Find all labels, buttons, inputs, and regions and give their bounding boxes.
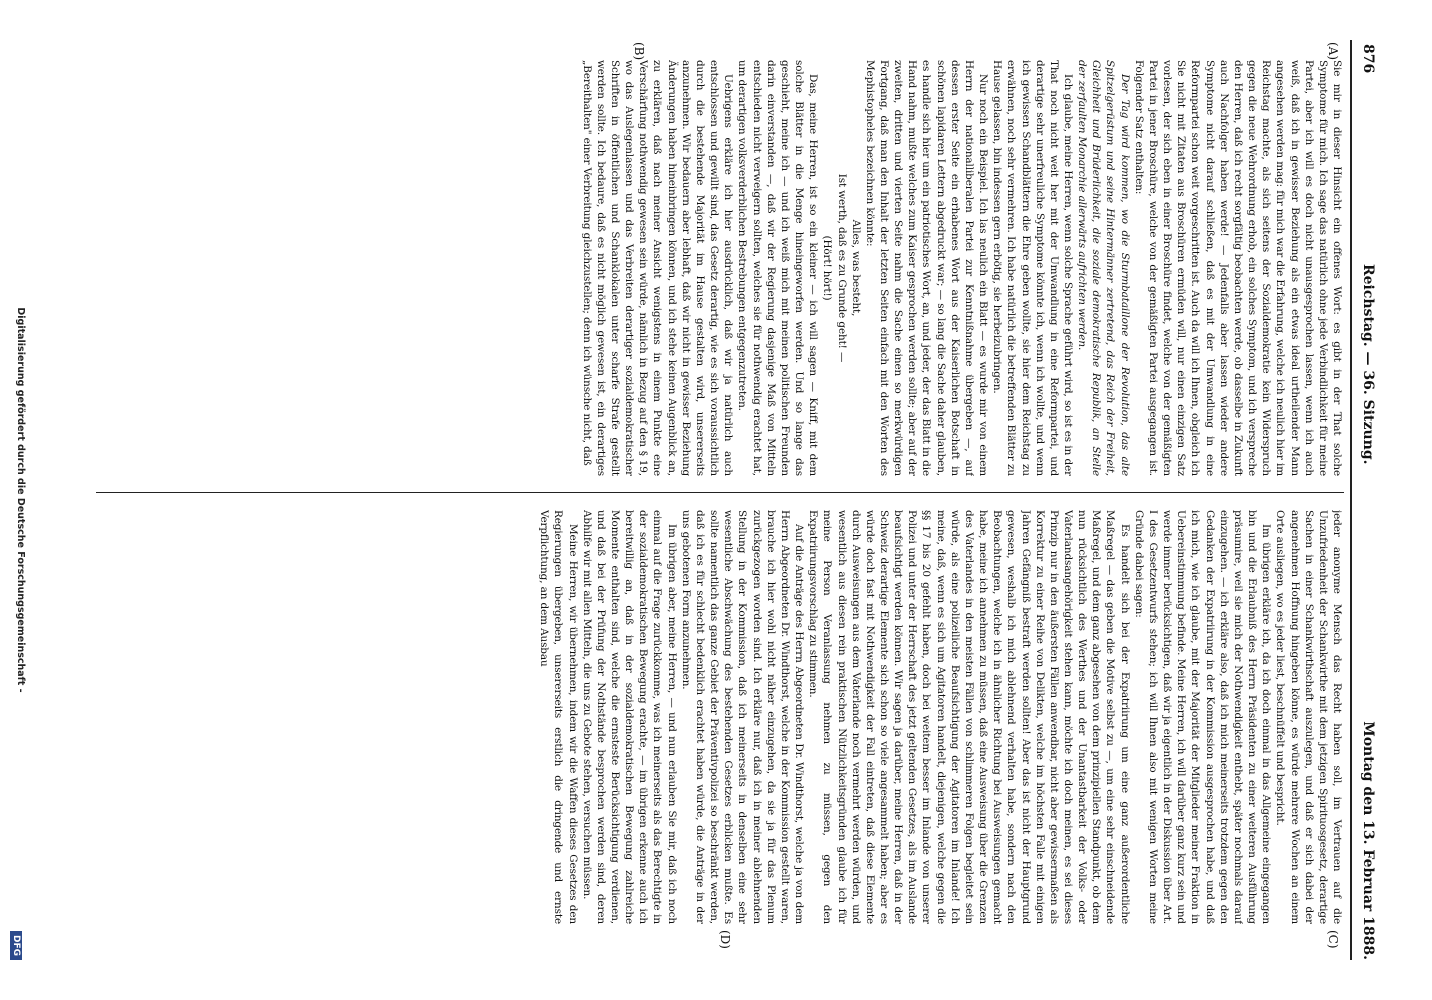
margin-mark-c: (C) bbox=[1326, 930, 1340, 949]
page-number: 876 bbox=[1360, 44, 1376, 74]
interjection: (Hört! hört!) bbox=[821, 235, 834, 301]
column-divider bbox=[96, 492, 1344, 493]
margin-mark-a: (A) bbox=[1326, 42, 1340, 61]
verse-line: Ist werth, daß es zu Grunde geht! — bbox=[835, 173, 848, 363]
paragraph: Uebrigens erkläre ich hier ausdrücklich, daß wir ja natürlich auch entschlossen und gewillt sind, das Gesetz derartig, wie es sich voraussichtlich durch die bestehende Majorität im Hause gestalten wird, unsererseits anzunehmen. Wir bedauern aber lebhaft, daß wir nicht in gewisser Beziehung Änderungen haben hineinbringen können, und ich stehe keinen Augenblick an, zu erklären, daß nach meiner Ansicht wenigstens in einem Punkte eine Verschärfung nothwendig gewesen sein würde, nämlich in Bezug auf den § 19, wo das Auslegenlassen und das Verbreiten derartiger sozialdemokratischer Schriften in öffentlichen und Schanklokalen unter scharfe Strafe gestellt werden sollte. Ich bedaure, daß es nicht möglich gewesen ist, ein derartiges „Bereithalten" einer Verbreitung gleichzustellen; denn ich wünsche nicht, daß bbox=[580, 60, 735, 476]
margin-mark-d: (D) bbox=[718, 930, 732, 949]
paragraph: Auf die Anträge des Herrn Abgeordneten Dr. Windthorst, welche ja von dem Herrn Abgeordneten Dr. Windthorst, welche in der Kommission gestellt waren, brauche ich hier wohl nicht näher einzugehen, da sie ja für das Plenum zurückgezogen worden sind. Ich erkläre nur, daß ich in meiner ablehnenden Stellung in der Kommission, daß ich meinerseits in denselben eine sehr wesentliche Abschwächung des bestehenden Gesetzes erblicken mußte. Es sollte namentlich das ganze Gebiet der Präventivpolizei so beschränkt werden, daß ich es für schlecht bedenklich erachtet haben würde, die Anträge in der uns gebotenen Form anzunehmen. bbox=[679, 510, 806, 924]
header-rule bbox=[1350, 40, 1352, 960]
paragraph: Nur noch ein Beispiel. Ich las neulich ein Blatt — es wurde mir von einem Herrn der nationalliberalen Partei zur Kenntnißnahme übergeben —, auf dessen erster Seite ein erhabenes Wort aus der Kaiserlichen Botschaft in schönen lapidaren Lettern abgedruckt war; — so lang die Sache daher glauben, es handle sich hier um ein patriotisches Wort, an, und jeder, der das Blatt in die Hand nahm, mußte welches zum Kaiser gesprochen werden sollte; aber auf der zweiten, dritten und vierten Seite nahm die Sache einen so merkwürdigen Fortgang, daß man den Inhalt der letzten Seiten einfach mit den Worten des Mephistopheles bezeichnen könnte: bbox=[863, 60, 990, 476]
quotation: Der Tag wird kommen, wo die Sturmbataillone der Revolution, das alte Spitzelgerüstum und seine Hintermänner zertretend, das Reich der Freiheit, Gleichheit und Brüderlichkeit, die soziale demokratische Republik, an Stelle der zerfaulten Monarchie allerwärts aufrichten werden. bbox=[1076, 60, 1131, 476]
paragraph: Ich glaube, meine Herren, wenn solche Sprache geführt wird, so ist es in der That noch nicht weit her mit der Umwandlung in eine Reformpartei, und derartige sehr unerfreuliche Symptome könnte ich, wenn ich wollte, und wenn ich gewissen Schandblättern die Ehre geben wollte, sie hier dem Reichstag zu erwähnen, noch sehr vermehren. Ich habe natürlich die betreffenden Blätter zu Hause gelassen, bin indessen gern erbötig, sie herbeizubringen. bbox=[991, 60, 1075, 476]
digitization-note: Digitalisierung gefördert durch die Deutsche Forschungsgemeinschaft - bbox=[15, 307, 26, 693]
left-text-column bbox=[96, 60, 1344, 476]
page-header bbox=[1352, 44, 1376, 960]
paragraph: Im übrigen erkläre ich, da ich doch einmal in das Allgemeine eingegangen bin und die Erlaubniß des Herrn Präsidenten zu einer weiteren Ausführung präsumire, weil sie mich der Nothwendigkeit enthebt, später nochmals darauf einzugehen. — ich erkläre also, daß ich mich meinerseits trotzdem gegen den Gedanken der Expatriirung in der Kommission ausgesprochen habe, und daß ich mich, wie ich glaube, mit der Majorität der Mitglieder meiner Fraktion in Uebereinstimmung befinde. Meine Herren, ich will darüber ganz kurz sein und werde immer berücksichtigen, daß wir ja eigentlich in der Diskussion über Art. I des Gesetzentwurfs stehen; ich will Ihnen also mit wenigen Worten meine Gründe dabei sagen: bbox=[1132, 510, 1273, 924]
paragraph: Im übrigen aber, meine Herren, — und nun erlauben Sie mir, daß ich noch einmal auf die Frage zurückkomme, was ich meinerseits als das Berechtigte in der sozialdemokratischen Bewegung erachte, — im übrigen erkenne auch ich bereitwillig an, daß in der sozialdemokratischen Bewegung zahlreiche Momente enthalten sind, welche die ernsteste Berücksichtigung verdienen, und daß bei der Prüfung der Nothstände besprochen werden sind, deren Abhilfe wir mit allen Mitteln, die uns zu Gebote stehen, versuchen müssen. bbox=[580, 510, 678, 924]
session-date: Montag den 13. Februar 1888. bbox=[1360, 721, 1376, 960]
verse-line: Alles, was besteht, bbox=[849, 219, 862, 317]
paragraph: Das, meine Herren, ist so ein kleiner — ich will sagen — Kniff, mit dem solche Blätter in die Menge hineingeworfen werden. Und so lange das geschieht, meine ich — und ich weiß mich mit meinen politischen Freunden darin einverstanden —, daß wir der Regierung dasjenige Maß von Mitteln entschieden nicht verweigern sollten, welches sie für nothwendig erachtet hat, um derartigen volksverderblichen Bestrebungen entgegenzutreten. bbox=[736, 60, 820, 476]
paragraph: Sie mir in dieser Hinsicht ein offenes Wort: es gibt in der That solche Symptome für mich. Ich sage das natürlich ohne jede Verbindlichkeit für meine Partei, aber ich will es doch nicht unausgesprochen lassen, wenn ich auch weiß, daß ich in gewisser Beziehung als ein etwas ideal urtheilender Mann angesehen werden mag: für mich war die Erfahrung, welche ich neulich hier im Reichstag machte, als sich seitens der Sozialdemokratie kein Widerspruch gegen die neue Wehrordnung erhob, ein solches Symptom, und ich verspreche den Herren, daß ich recht sorgfältig beobachten werde, ob dasselbe in Zukunft auch Nachfolger haben werde! — Jedenfalls aber lassen wieder andere Symptome nicht darauf schließen, daß es mit der Umwandlung in eine Reformpartei schon weit vorgeschritten ist. Auch da will ich Ihnen, obgleich ich Sie nicht mit Zitaten aus Broschüren ermüden will, nur einen einzigen Satz vorlesen, der sich eben in einer Broschüre findet, welche von der gemäßigten Partei in jener Broschüre, welche von der gemäßigten Partei ausgegangen ist. Folgender Satz enthalten: bbox=[1132, 60, 1343, 476]
right-text-column bbox=[96, 510, 1344, 924]
margin-mark-b: (B) bbox=[632, 42, 646, 61]
digitization-footer bbox=[12, 40, 26, 960]
session-title: Reichstag. — 36. Sitzung. bbox=[1360, 264, 1376, 465]
paragraph: jeder anonyme Mensch das Recht haben soll, im Vertrauen auf die Unzufriedenheit der Schankwirthe mit dem jetzigen Spirituosgesetz, derartige Sachen in einer Schankwirthschaft auszulegen, und daß er sich dabei der angenehmen Hoffnung hingeben könne, es würde mehrere Wochen an einem Orte ausliegen, wo es jeder liest, beschnüffelt und bespricht. bbox=[1274, 510, 1343, 924]
paragraph: Meine Herren, wir übernehmen, indem wir die Waffen dieses Gesetzes den Regierungen übergeben, unsererseits erstlich die dringende und ernste Verpflichtung, an dem Ausbau bbox=[538, 510, 579, 924]
paragraph: Es handelt sich bei der Expatriirung um eine ganz außerordentliche Maßregel — das geben die Motive selbst zu —, um eine sehr einschneidende Maßregel, und dem ganz abgesehen von dem prinzipiellen Standpunkt, ob dem nun rücksichtlich des Werthes und der Unantastbarkeit der Volks- oder Vaterlandsangehörigkeit stehen kann, möchte ich doch meinen, es sei dieses Prinzip nur in den äußersten Fällen anwendbar, nicht aber gewissermaßen als Korrektur zu einer Reihe von Delikten, welche im höchsten Falle mit einigen Jahren Gefängniß bestraft werden sollten! Aber das ist nicht der Hauptgrund gewesen, weshalb ich mich ablehnend verhalten habe, sondern nach den Beobachtungen, welche ich in ähnlicher Richtung bei Ausweisungen gemacht habe, meine ich annehmen zu müssen, daß eine Ausweisung über die Grenzen des Vaterlandes in den meisten Fällen von schlimmeren Folgen begleitet sein würde, als eine polizeiliche Beaufsichtigung der Agitatoren im Inlande! Ich meine, daß, wenn es sich um Agitatoren handelt, diejenigen, welche gegen die §§ 17 bis 20 gefehlt haben, doch bei weitem besser im Inlande von unserer Polizei und unter der Herrschaft des jetzt geltenden Gesetzes, als im Auslande beaufsichtigt werden können. Wir sagen ja darüber, meine Herren, daß in der Schweiz derartige Elemente sich schon so viele angesammelt haben; aber es würde doch fast mit Nothwendigkeit der Fall eintreten, daß diese Elemente durch Ausweisungen aus dem Vaterlande noch vermehrt werden würden, und wesentlich aus diesen rein praktischen Nützlichkeitsgründen glaube ich für meine Person Veranlassung nehmen zu müssen, gegen den Expatriirungsvorschlag zu stimmen. bbox=[807, 510, 1131, 924]
dfg-logo: DFG bbox=[10, 931, 22, 960]
